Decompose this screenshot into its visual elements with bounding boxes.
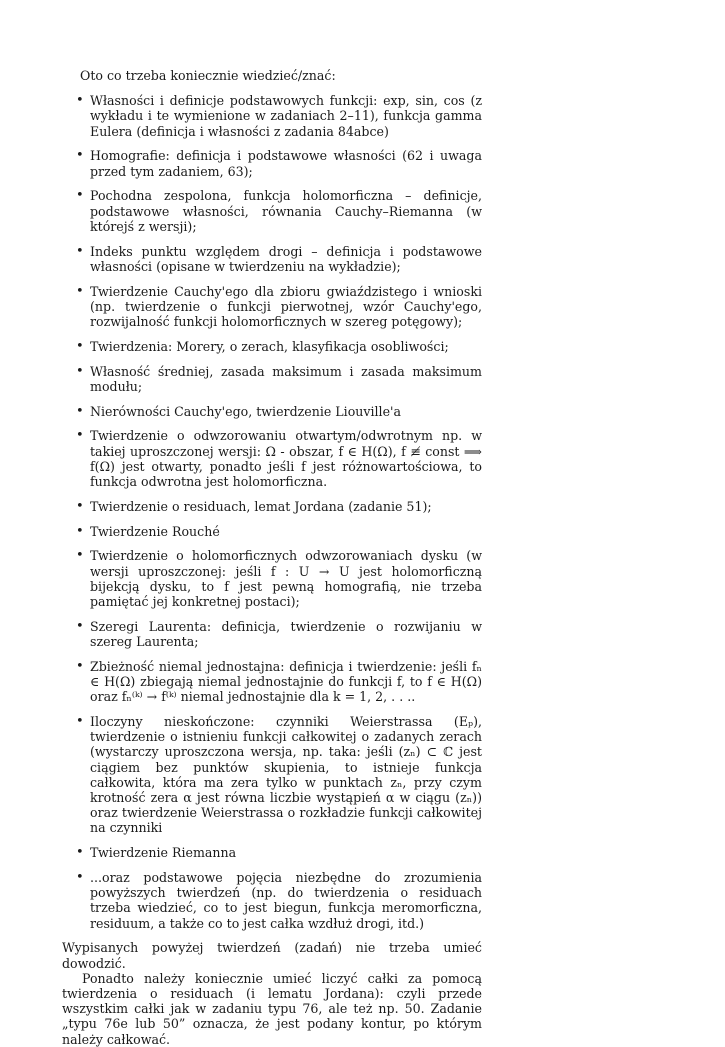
closing-paragraph: Wypisanych powyżej twierdzeń (zadań) nie trzeba umieć dowodzić. bbox=[62, 940, 482, 971]
closing-paragraph: Ponadto należy koniecznie umieć liczyć całki za pomocą twierdzenia o residuach (i lematu Jordana): czyli przede wszystkim całki jak w zadaniu typu 76, ale też np. 50. Zadanie „typu 76e lub 50” oznacza, że jest podany kontur, po którym należy całkować. bbox=[62, 970, 482, 1047]
list-item bbox=[62, 148, 482, 178]
list-item-text: Homografie: definicja i podstawowe własności (62 i uwaga przed tym zadaniem, 63); bbox=[90, 148, 482, 179]
list-item bbox=[62, 339, 482, 354]
list-item bbox=[62, 499, 482, 514]
list-item-text: Własności i definicje podstawowych funkcji: exp, sin, cos (z wykładu i te wymienione w zadaniach 2–11), funkcja gamma Eulera (definicja i własności z zadania 84abce) bbox=[90, 93, 482, 139]
list-item bbox=[62, 548, 482, 609]
list-item-text: Zbieżność niemal jednostajna: definicja i twierdzenie: jeśli fₙ ∈ H(Ω) zbiegają niemal jednostajnie do funkcji f, to f ∈ H(Ω) oraz fₙ⁽ᵏ⁾ → f⁽ᵏ⁾ niemal jednostajnie dla k = 1, 2, . . .. bbox=[90, 658, 482, 705]
bullet-icon: • bbox=[76, 283, 84, 299]
list-item bbox=[62, 428, 482, 489]
bullet-icon: • bbox=[76, 363, 84, 379]
list-item bbox=[62, 188, 482, 234]
bullet-icon: • bbox=[76, 845, 84, 861]
list-item-text: Twierdzenie o odwzorowaniu otwartym/odwrotnym np. w takiej uproszczonej wersji: Ω - obszar, f ∈ H(Ω), f ≢ const ⟹ f(Ω) jest otwarty, ponadto jeśli f jest różnowartościowa, to funkcja odwrotna jest holomorficzna. bbox=[90, 428, 482, 490]
list-item-text: Twierdzenie Cauchy'ego dla zbioru gwiaździstego i wnioski (np. twierdzenie o funkcji pierwotnej, wzór Cauchy'ego, rozwijalność funkcji holomorficznych w szereg potęgowy); bbox=[90, 283, 482, 330]
list-item-text: Twierdzenia: Morery, o zerach, klasyfikacja osobliwości; bbox=[90, 338, 449, 354]
bullet-icon: • bbox=[76, 618, 84, 634]
list-item bbox=[62, 244, 482, 274]
bullet-icon: • bbox=[76, 658, 84, 674]
list-item bbox=[62, 364, 482, 394]
bullet-icon: • bbox=[76, 243, 84, 259]
document-page bbox=[62, 60, 482, 1047]
list-item-text: Nierówności Cauchy'ego, twierdzenie Liouville'a bbox=[90, 403, 402, 419]
list-item-text: Pochodna zespolona, funkcja holomorficzna – definicje, podstawowe własności, równania Cauchy–Riemanna (w którejś z wersji); bbox=[90, 188, 482, 234]
list-item bbox=[62, 659, 482, 705]
list-item bbox=[62, 404, 482, 419]
list-item bbox=[62, 93, 482, 139]
list-item bbox=[62, 524, 482, 539]
bullet-icon: • bbox=[76, 498, 84, 514]
bullet-icon: • bbox=[76, 714, 84, 730]
list-item bbox=[62, 870, 482, 931]
list-item-text: Twierdzenie o residuach, lemat Jordana (zadanie 51); bbox=[90, 498, 432, 514]
list-item bbox=[62, 619, 482, 649]
bullet-icon: • bbox=[76, 548, 84, 564]
intro-text: Oto co trzeba koniecznie wiedzieć/znać: bbox=[80, 68, 336, 83]
closing-notes bbox=[62, 940, 482, 1046]
list-item bbox=[62, 714, 482, 836]
list-item-text: Własność średniej, zasada maksimum i zasada maksimum modułu; bbox=[90, 363, 482, 394]
list-item-text: Indeks punktu względem drogi – definicja i podstawowe własności (opisane w twierdzeniu na wykładzie); bbox=[90, 243, 482, 274]
list-item bbox=[62, 284, 482, 330]
list-item-text: ...oraz podstawowe pojęcia niezbędne do zrozumienia powyższych twierdzeń (np. do twierdzenia o residuach trzeba wiedzieć, co to jest biegun, funkcja meromorficzna, residuum, a także co to jest całka wzdłuż drogi, itd.) bbox=[90, 870, 482, 931]
list-item-text: Szeregi Laurenta: definicja, twierdzenie o rozwijaniu w szereg Laurenta; bbox=[90, 618, 482, 650]
list-item-text: Iloczyny nieskończone: czynniki Weierstrassa (Eₚ), twierdzenie o istnieniu funkcji całkowitej o zadanych zerach (wystarczy uproszczona wersja, np. taka: jeśli (zₙ) ⊂ ℂ jest ciągiem bez punktów skupienia, to istnieje funkcja całkowita, która ma zera tylko w punktach zₙ, przy czym krotność zera α jest równa liczbie wystąpień α w ciągu (zₙ)) oraz twierdzenie Weierstrassa o rozkładzie funkcji całkowitej na czynniki bbox=[90, 714, 482, 836]
list-item bbox=[62, 845, 482, 860]
bullet-icon: • bbox=[76, 523, 84, 539]
bullet-icon: • bbox=[76, 148, 84, 164]
requirements-list bbox=[62, 93, 482, 931]
bullet-icon: • bbox=[76, 188, 84, 204]
bullet-icon: • bbox=[76, 403, 84, 419]
list-item-text: Twierdzenie Riemanna bbox=[90, 845, 237, 861]
bullet-icon: • bbox=[76, 870, 84, 886]
bullet-icon: • bbox=[76, 338, 84, 354]
list-item-text: Twierdzenie Rouché bbox=[90, 523, 220, 539]
bullet-icon: • bbox=[76, 93, 84, 109]
bullet-icon: • bbox=[76, 428, 84, 444]
list-item-text: Twierdzenie o holomorficznych odwzorowaniach dysku (w wersji uproszczonej: jeśli f : U → U jest holomorficzną bijekcją dysku, to f jest pewną homografią, nie trzeba pamiętać jej konkretnej postaci); bbox=[90, 548, 482, 610]
